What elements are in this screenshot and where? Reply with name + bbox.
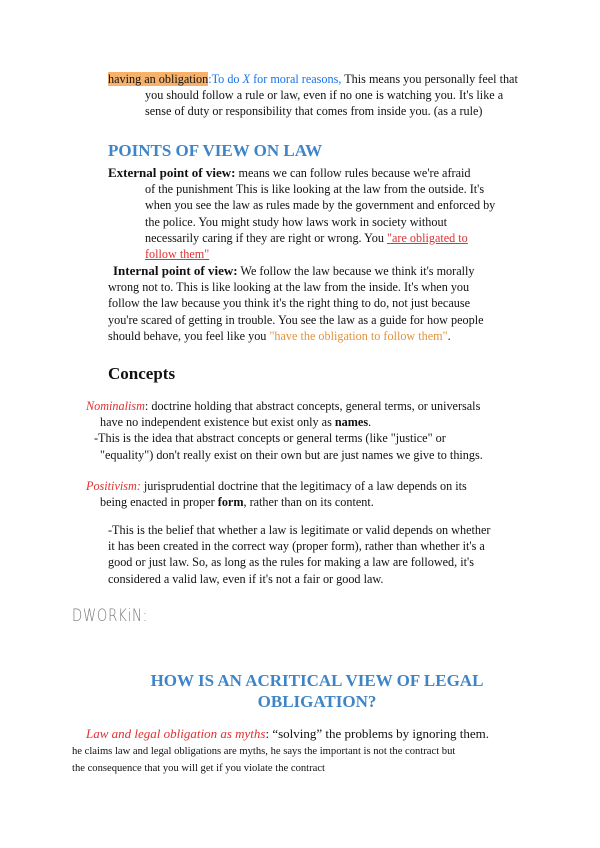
external-paragraph [108, 165, 548, 262]
acritical-heading-line2: OBLIGATION? [257, 692, 377, 711]
internal-text1: We follow the law because we think it's morally [237, 264, 475, 278]
myths-text1: : “solving” the problems by ignoring them. [265, 726, 489, 741]
positivism-line5: good or just law. So, as long as the rules for making a law are followed, it's [108, 555, 474, 570]
external-line4: the police. You might study how laws work in society without [145, 214, 447, 229]
internal-line3: follow the law because you think it's the right thing to do, not just because [108, 296, 471, 311]
nominalism-paragraph [86, 398, 566, 463]
obligation-def-b: for moral reasons, [250, 72, 342, 86]
positivism-text1: jurisprudential doctrine that the legitimacy of a law depends on its [140, 479, 467, 493]
external-line3: when you see the law as rules made by the government and enforced by [145, 198, 496, 213]
myths-term: Law and legal obligation as myths [86, 726, 266, 741]
nominalism-line2c: . [368, 415, 372, 430]
myths-line2: he claims law and legal obligations are myths, he says the important is not the contract but [72, 746, 456, 757]
myths-paragraph [72, 743, 562, 777]
internal-quote: "have the obligation to follow them" [269, 328, 448, 343]
external-line5: necessarily caring if they are right or wrong. You [145, 230, 387, 245]
external-label: External point of view: [108, 165, 236, 180]
obligation-term: having an obligation [108, 72, 209, 86]
nominalism-term: Nominalism [86, 399, 145, 413]
nominalism-names: names [334, 415, 369, 430]
internal-line4: you're scared of getting in trouble. You see the law as a guide for how people [108, 312, 484, 327]
myths-heading-line [86, 725, 566, 742]
points-of-view-heading: POINTS OF VIEW ON LAW [108, 141, 323, 160]
positivism-line3: -This is the belief that whether a law is legitimate or valid depends on whether [108, 523, 491, 537]
external-line2: of the punishment This is like looking at the law from the outside. It's [145, 182, 485, 197]
positivism-line2c: , rather than on its content. [243, 495, 374, 510]
internal-label: Internal point of view: [113, 263, 238, 278]
nominalism-line3: -This is the idea that abstract concepts or general terms (like "justice" or [94, 431, 446, 446]
nominalism-line4: "equality") don't really exist on their own but are just names we give to things. [100, 447, 483, 462]
positivism-line2a: being enacted in proper [100, 495, 218, 510]
obligation-paragraph [108, 71, 548, 120]
obligation-line2: you should follow a rule or law, even if no one is watching you. It's like a [145, 88, 504, 103]
positivism-line4: it has been created in the correct way (proper form), rather than whether it's a [108, 539, 485, 554]
internal-line5: should behave, you feel like you [108, 328, 270, 343]
myths-line3: the consequence that you will get if you violate the contract [72, 763, 325, 774]
obligation-def-a: To do [211, 72, 243, 86]
positivism-line6: considered a valid law, even if it's not a fair or good law. [108, 571, 384, 586]
obligation-def-x: X [242, 72, 251, 86]
obligation-line3: sense of duty or responsibility that comes from inside you. (as a rule) [145, 104, 483, 119]
nominalism-text1: : doctrine holding that abstract concepts, general terms, or universals [144, 399, 481, 413]
concepts-heading: Concepts [108, 364, 176, 383]
external-quote-2: follow them" [145, 247, 210, 262]
external-text1: means we can follow rules because we're afraid [235, 166, 471, 180]
obligation-colon: : [208, 72, 212, 86]
positivism-form: form [217, 495, 244, 510]
dworkin-heading: DWORKiN: [72, 606, 148, 626]
positivism-term: Positivism: [86, 479, 141, 493]
nominalism-line2a: have no independent existence but exist only as [100, 415, 335, 430]
obligation-rest: This means you personally feel that [341, 72, 518, 86]
internal-paragraph [108, 263, 558, 344]
positivism-paragraph [86, 478, 566, 510]
acritical-heading-line1: HOW IS AN ACRITICAL VIEW OF LEGAL [150, 671, 484, 690]
internal-end: . [447, 328, 451, 343]
internal-line2: wrong not to. This is like looking at the law from the inside. It's when you [108, 280, 470, 295]
positivism-explanation [108, 522, 568, 587]
acritical-heading [100, 670, 534, 712]
external-quote-1: "are obligated to [387, 230, 468, 245]
